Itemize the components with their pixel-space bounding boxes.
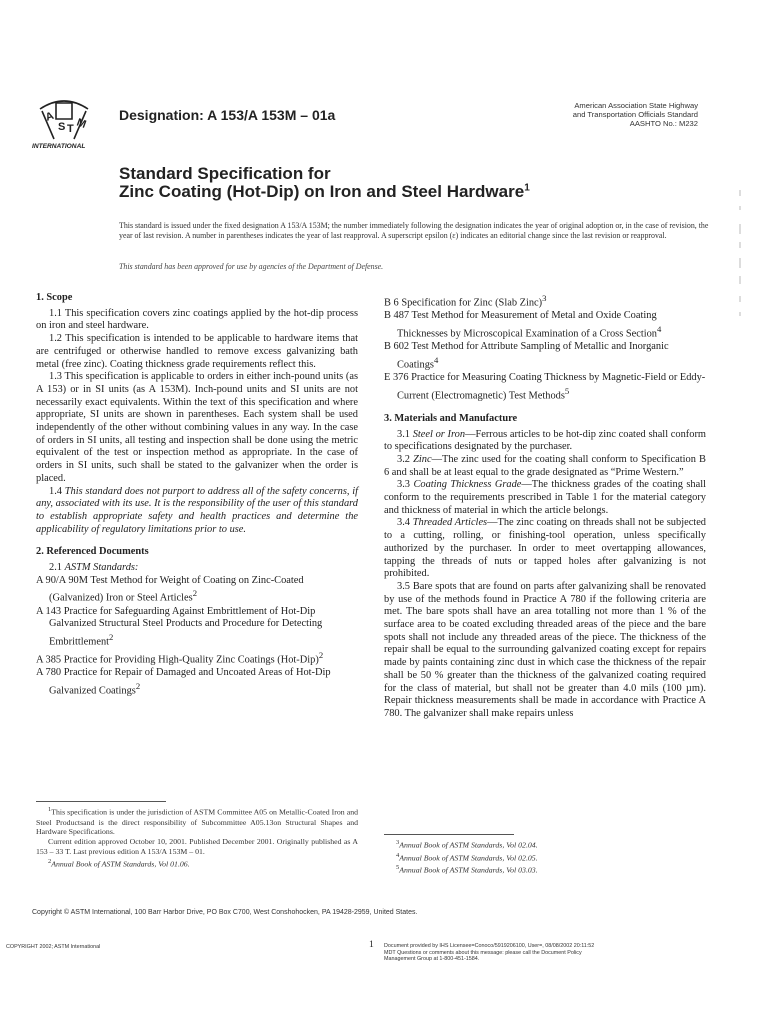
reference-item <box>36 649 358 667</box>
footnote-text: This specification is under the jurisdiction of ASTM Committee A05 on Metallic-Coated Iron and Steel Productsand is the direct responsibility of Subcommittee A05.13on Structural Shapes and Hardware Specifications. <box>36 807 358 837</box>
reference-footnote-mark: 5 <box>564 385 570 396</box>
para-text: —The zinc used for the coating shall conform to Specification B 6 and shall be at least equal to the grade designated as “Prime Western.” <box>384 453 706 478</box>
svg-text:T: T <box>67 123 74 135</box>
reference-footnote-mark: 4 <box>433 354 439 365</box>
para-number: 1.4 <box>49 485 65 497</box>
section-heading-materials: 3. Materials and Manufacture <box>384 412 518 424</box>
footnote-4 <box>384 851 706 864</box>
reference-item <box>384 372 706 403</box>
footnote-mark: 5 <box>396 864 400 871</box>
reference-text: B 487 Test Method for Measurement of Metal and Oxide Coating Thicknesses by Microscopical Examination of a Cross Section <box>384 310 657 340</box>
footnote-text: Annual Book of ASTM Standards, Vol 02.05. <box>399 853 538 863</box>
reference-footnote-mark: 2 <box>192 588 198 599</box>
title-footnote-mark: 1 <box>524 182 530 194</box>
footer-license-line: Management Group at 1-800-451-1584. <box>384 956 480 963</box>
subsection-label: ASTM Standards: <box>64 562 139 574</box>
footnote-rule <box>36 801 166 802</box>
astm-logo <box>32 99 108 151</box>
para-number: 3.4 <box>397 517 413 529</box>
reference-footnote-mark: 2 <box>109 632 114 643</box>
aashto-line: American Association State Highway <box>574 101 698 110</box>
margin-marks <box>736 184 744 324</box>
reference-item <box>384 310 706 341</box>
left-footnotes <box>36 805 358 870</box>
para-label: Threaded Articles <box>412 517 488 529</box>
footnote-rule <box>384 834 514 835</box>
para-3-4 <box>384 517 706 581</box>
reference-item <box>36 575 358 606</box>
section-heading-scope: 1. Scope <box>36 292 73 303</box>
copyright-notice: Copyright © ASTM International, 100 Barr Harbor Drive, PO Box C700, West Conshohocken, PA 19428-2959, United States. <box>32 909 418 916</box>
para-text: —The thickness grades of the coating shall conform to the requirements prescribed in Table 1 for the material category and thickness of material in which the article belongs. <box>384 479 706 516</box>
para-3-2 <box>384 454 706 479</box>
para-label: Steel or Iron <box>412 428 466 440</box>
footnote-mark: 2 <box>48 858 52 866</box>
reference-text: E 376 Practice for Measuring Coating Thickness by Magnetic-Field or Eddy-Current (Electromagnetic) Test Methods <box>384 371 706 402</box>
para-text: —The zinc coating on threads shall not be subjected to a cutting, rolling, or finishing-tool operation, unless specifically authorized by the purchaser. In order to meet overtapping allowances, tapping the threads of nuts or tapped holes after galvanizing is not prohibited. <box>384 517 707 580</box>
footnote-text: Annual Book of ASTM Standards, Vol 02.04. <box>399 840 538 850</box>
para-2-1 <box>36 562 358 575</box>
footnote-text: Annual Book of ASTM Standards, Vol 03.03. <box>399 865 538 875</box>
footnote-2 <box>36 857 358 870</box>
title-line-1: Standard Specification for <box>119 164 331 183</box>
right-footnotes <box>384 838 706 876</box>
reference-item <box>384 341 706 372</box>
aashto-line: AASHTO No.: M232 <box>629 119 698 128</box>
reference-text: A 143 Practice for Safeguarding Against Embrittlement of Hot-Dip Galvanized Structural Steel Products and Procedure for Detecting Embrittlement <box>36 605 323 648</box>
footer-license <box>384 943 654 963</box>
preamble <box>119 221 719 242</box>
footnote-3 <box>384 838 706 851</box>
reference-text: A 90/A 90M Test Method for Weight of Coating on Zinc-Coated (Galvanized) Iron or Steel Articles <box>36 574 304 604</box>
reference-text: B 6 Specification for Zinc (Slab Zinc) <box>384 297 543 309</box>
aashto-line: and Transportation Officials Standard <box>572 110 698 119</box>
footer-license-line: MDT Questions or comments about this message: please call the Document Policy <box>384 949 582 956</box>
section-heading-references: 2. Referenced Documents <box>36 546 149 558</box>
reference-footnote-mark: 4 <box>657 323 662 334</box>
svg-text:A: A <box>43 109 56 124</box>
reference-item <box>36 667 358 698</box>
para-1-2: 1.2 This specification is intended to be applicable to hardware items that are centrifuged or otherwise handled to remove excess galvanizing bath metal (free zinc). Coating thickness grade requirements reflect this. <box>36 333 358 370</box>
para-text: —Ferrous articles to be hot-dip zinc coated shall conform to specifications designated by the purchaser. <box>384 428 706 453</box>
para-number: 3.1 <box>397 428 413 440</box>
reference-text: A 385 Practice for Providing High-Quality Zinc Coatings (Hot-Dip) <box>36 654 319 666</box>
para-1-3: 1.3 This specification is applicable to orders in either inch-pound units (as A 153) or in SI units (as A 153M). Inch-pound units and SI units are not necessarily exact equivalents. Within the text of this specification and where appropriate, SI units are shown in parentheses. Each system shall be used independently of the other without combining values in any way. In the case of orders in SI units, all testing and inspection shall be done using the metric equivalent of the test or inspection method as appropriate. In the case of orders in SI units, such shall be stated to the galvanizer when the order is placed. <box>36 371 358 484</box>
para-number: 3.2 <box>397 453 414 465</box>
para-3-1 <box>384 429 706 454</box>
left-column <box>36 292 358 698</box>
footnote-5 <box>384 863 706 876</box>
reference-footnote-mark: 3 <box>542 293 547 303</box>
para-1-4 <box>36 486 358 537</box>
footnote-1 <box>36 805 358 837</box>
designation: Designation: A 153/A 153M – 01a <box>119 107 336 123</box>
page-number: 1 <box>369 940 374 950</box>
svg-text:M: M <box>74 116 88 131</box>
footer-license-line: Document provided by IHS Licensee=Conoco/5919206100, User=, 08/08/2002 20:11:52 <box>384 943 595 949</box>
reference-footnote-mark: 2 <box>135 681 141 692</box>
para-1-1: 1.1 This specification covers zinc coatings applied by the hot-dip process on iron and steel hardware. <box>36 307 358 332</box>
svg-text:S: S <box>58 121 66 133</box>
para-label: Coating Thickness Grade <box>413 479 522 491</box>
para-label: Zinc <box>413 453 432 465</box>
para-number: 3.3 <box>397 479 414 491</box>
logo-caption: INTERNATIONAL <box>32 143 86 150</box>
footnote-mark: 3 <box>396 839 400 846</box>
title-line-2 <box>119 182 530 202</box>
reference-footnote-mark: 2 <box>318 650 324 661</box>
footnote-mark: 4 <box>396 851 400 859</box>
safety-statement: This standard does not purport to address all of the safety concerns, if any, associated with its use. It is the responsibility of the user of this standard to establish appropriate safety and health practices and determine the applicability of regulatory limitations prior to use. <box>36 485 358 535</box>
reference-item <box>36 606 358 650</box>
para-number: 2.1 <box>49 562 65 574</box>
footnote-1b: Current edition approved October 10, 2001. Published December 2001. Originally published as A 153 – 33 T. Last previous edition A 153/A 153M – 01. <box>36 837 358 857</box>
footer-copyright: COPYRIGHT 2002; ASTM International <box>6 944 101 950</box>
para-3-3 <box>384 479 706 517</box>
preamble-text: This standard is issued under the fixed designation A 153/A 153M; the number immediately following the designation indicates the year of original adoption or, in the case of revision, the year of last revision. A number in parentheses indicates the year of last reapproval. A superscript epsilon (ε) indicates an editorial change since the last revision or reapproval. <box>119 221 709 241</box>
footnote-mark: 1 <box>48 806 52 813</box>
para-3-5: 3.5 Bare spots that are found on parts after galvanizing shall be renovated by use of the methods found in Practice A 780 if the following criteria are met. The bare spots shall have an area totalling not more than 1 % of the surface area to be coated excluding threaded areas of the piece and the bare spots shall not include any threaded areas of the piece. The thickness of the repair shall be equal to the surrounding galvanized coating except for repairs made by paints containing zinc dust in which case the thickness of the repair shall be 50 % greater than the thickness of the galvanized coating required for the class of material, but shall not be greater than 4.0 mils (100 µm). Repair thickness measurements shall be made in accordance with Practice A 780. The galvanizer shall make repairs unless <box>384 580 706 719</box>
reference-item <box>384 292 706 310</box>
footnote-text: Annual Book of ASTM Standards, Vol 01.06. <box>51 859 190 869</box>
reference-text: A 780 Practice for Repair of Damaged and Uncoated Areas of Hot-Dip Galvanized Coatings <box>36 667 331 697</box>
dod-approval: This standard has been approved for use by agencies of the Department of Defense. <box>119 262 384 271</box>
reference-text: B 602 Test Method for Attribute Sampling of Metallic and Inorganic Coatings <box>384 341 669 371</box>
aashto-note <box>478 101 698 128</box>
title-text: Zinc Coating (Hot-Dip) on Iron and Steel Hardware <box>119 182 525 201</box>
right-column <box>384 292 706 721</box>
